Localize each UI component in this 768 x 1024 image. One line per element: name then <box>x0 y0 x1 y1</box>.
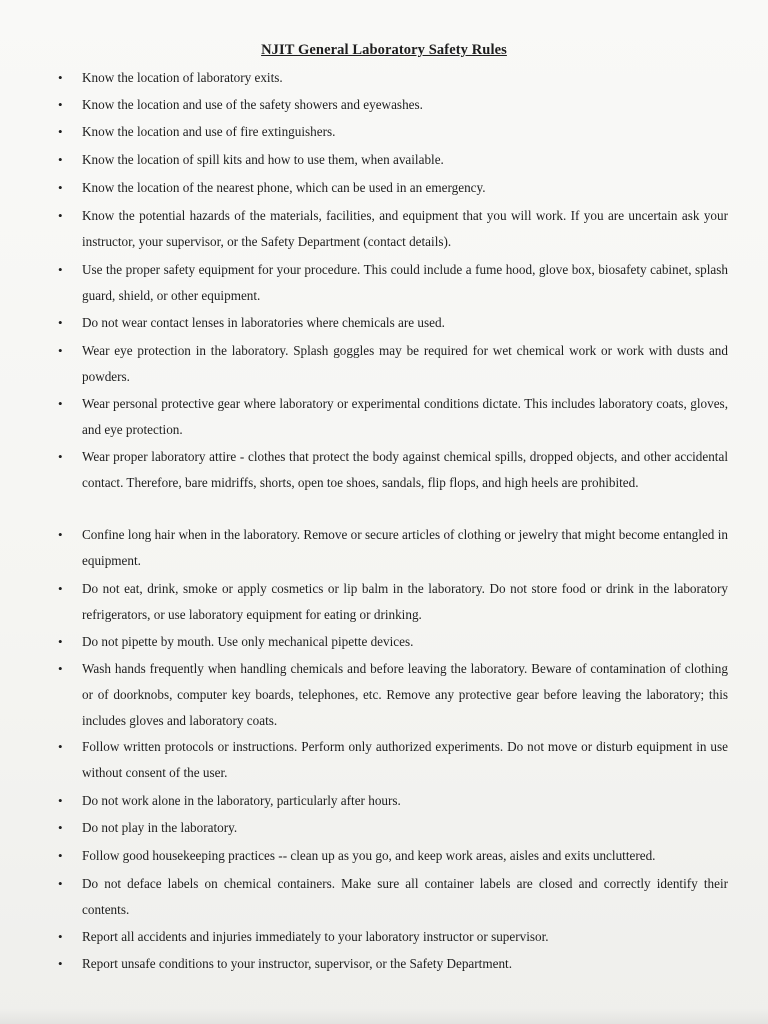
rule-text: Wash hands frequently when handling chemicals and before leaving the laboratory. Beware of contamination of clothing or of doorknobs, computer key boards, telephones, etc. Remove any protective gear before leaving the laboratory; this includes gloves and laboratory coats. <box>82 661 728 728</box>
bullet-icon: • <box>58 527 63 542</box>
bullet-icon: • <box>58 848 63 863</box>
bullet-icon: • <box>58 180 63 195</box>
bullet-icon: • <box>58 956 63 971</box>
bullet-icon: • <box>58 343 63 358</box>
bullet-icon: • <box>58 581 63 596</box>
bullet-icon: • <box>58 70 63 85</box>
rule-text: Wear proper laboratory attire - clothes that protect the body against chemical spills, dropped objects, and other accidental contact. Therefore, bare midriffs, shorts, open toe shoes, sandals, flip flops, and high heels are prohibited. <box>82 449 728 490</box>
rule-text: Do not deface labels on chemical containers. Make sure all container labels are closed and correctly identify their contents. <box>82 876 728 917</box>
bullet-icon: • <box>58 124 63 139</box>
rule-text: Confine long hair when in the laboratory. Remove or secure articles of clothing or jewelry that might become entangled in equipment. <box>82 527 728 568</box>
page-edge-shadow <box>0 1008 768 1024</box>
rule-text: Do not eat, drink, smoke or apply cosmetics or lip balm in the laboratory. Do not store food or drink in the laboratory refrigerators, or use laboratory equipment for eating or drinking. <box>82 581 728 622</box>
rule-text: Do not work alone in the laboratory, particularly after hours. <box>82 793 401 808</box>
bullet-icon: • <box>58 449 63 464</box>
rule-text: Do not play in the laboratory. <box>82 820 238 835</box>
bullet-icon: • <box>58 876 63 891</box>
bullet-icon: • <box>58 929 63 944</box>
rule-text: Report unsafe conditions to your instructor, supervisor, or the Safety Department. <box>82 956 513 971</box>
rule-text: Know the location and use of fire extinguishers. <box>82 124 336 139</box>
rule-text: Use the proper safety equipment for your procedure. This could include a fume hood, glove box, biosafety cabinet, splash guard, shield, or other equipment. <box>82 262 728 303</box>
bullet-icon: • <box>58 793 63 808</box>
bullet-icon: • <box>58 634 63 649</box>
bullet-icon: • <box>58 315 63 330</box>
rule-text: Do not pipette by mouth. Use only mechanical pipette devices. <box>82 634 414 649</box>
bullet-icon: • <box>58 208 63 223</box>
rule-text: Know the location and use of the safety showers and eyewashes. <box>82 97 423 112</box>
rule-text: Follow written protocols or instructions. Perform only authorized experiments. Do not move or disturb equipment in use without consent of the user. <box>82 739 728 780</box>
rule-text: Wear personal protective gear where laboratory or experimental conditions dictate. This includes laboratory coats, gloves, and eye protection. <box>82 396 728 437</box>
rule-text: Do not wear contact lenses in laboratories where chemicals are used. <box>82 315 445 330</box>
bullet-icon: • <box>58 97 63 112</box>
rule-text: Know the location of laboratory exits. <box>82 70 283 85</box>
rule-text: Know the potential hazards of the materials, facilities, and equipment that you will work. If you are uncertain ask your instructor, your supervisor, or the Safety Department (contact details). <box>82 208 728 249</box>
bullet-icon: • <box>58 661 63 676</box>
rule-text: Wear eye protection in the laboratory. Splash goggles may be required for wet chemical work or work with dusts and powders. <box>82 343 728 384</box>
bullet-icon: • <box>58 152 63 167</box>
bullet-icon: • <box>58 739 63 754</box>
bullet-icon: • <box>58 262 63 277</box>
bullet-icon: • <box>58 396 63 411</box>
rule-text: Follow good housekeeping practices -- clean up as you go, and keep work areas, aisles and exits uncluttered. <box>82 848 656 863</box>
rule-text: Know the location of the nearest phone, which can be used in an emergency. <box>82 180 486 195</box>
rule-text: Know the location of spill kits and how to use them, when available. <box>82 152 444 167</box>
rule-text: Report all accidents and injuries immediately to your laboratory instructor or supervisor. <box>82 929 549 944</box>
bullet-icon: • <box>58 820 63 835</box>
page-title: NJIT General Laboratory Safety Rules <box>261 42 507 58</box>
